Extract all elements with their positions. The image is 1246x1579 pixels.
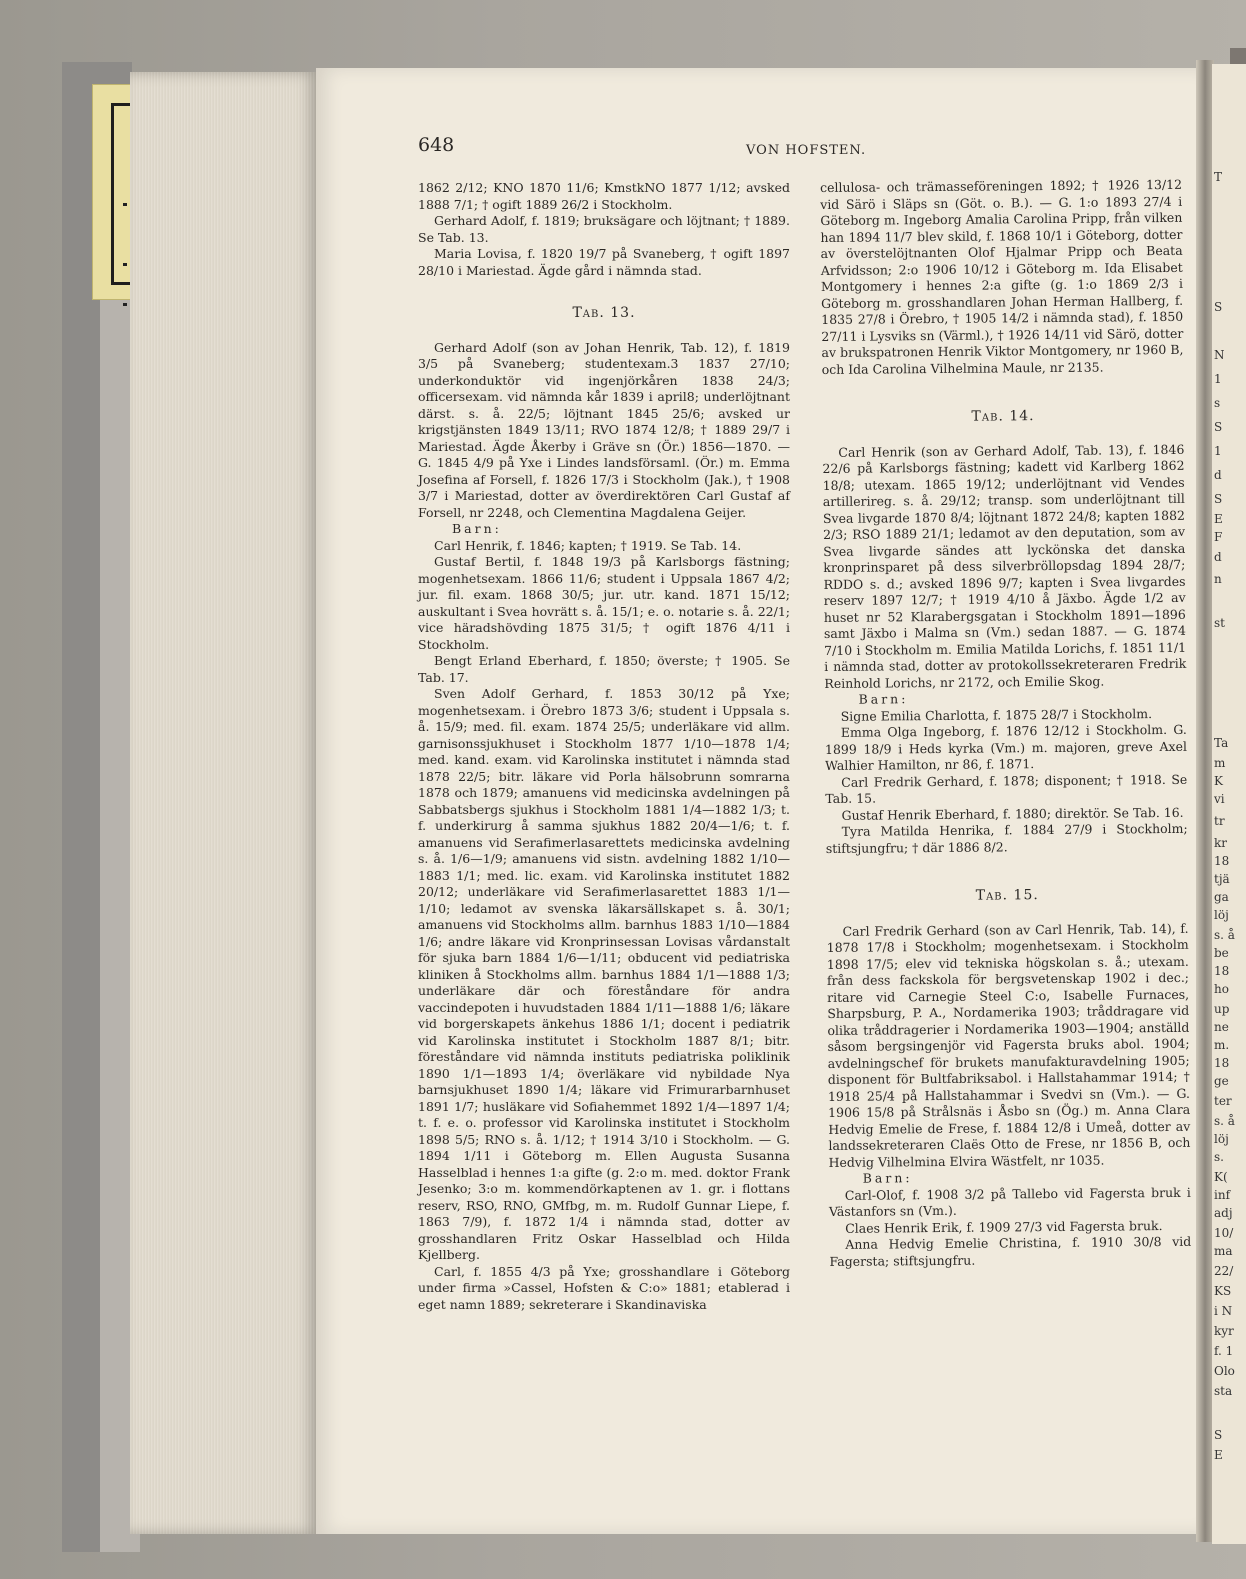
facing-page-fragment: löj [1214,908,1229,922]
facing-page-fragment: st [1214,616,1225,630]
facing-page-fragment: tr [1214,814,1225,828]
facing-page-fragment: s. [1214,1150,1224,1164]
paragraph: Maria Lovisa, f. 1820 19/7 på Svaneberg, † ogift 1897 28/10 i Mariestad. Ägde gård i nämnda stad. [418,246,790,278]
facing-page-fragment: N [1214,348,1225,362]
paragraph: Gerhard Adolf (son av Johan Henrik, Tab. 12), f. 1819 3/5 på Svaneberg; studentexam.3 1837 27/10; underkonduktör vid ingenjörkåren 1838 24/3; officersexam. vid nämnda kår 1839 i april8; underlöjtnant därst. s. å. 22/5; löjtnant 1845 25/6; avsked ur krigstjänsten 1849 13/11; RVO 1874 12/8; † 1889 29/7 i Mariestad. Ägde Åkerby i Gräve sn (Ör.) 1856—1870. — G. 1845 4/9 på Yxe i Lindes landsförsaml. (Ör.) m. Emma Josefina af Forsell, f. 1826 17/3 i Stockholm (Jak.), † 1908 3/7 i Mariestad, dotter av överdirektören Carl Gustaf af Forsell, nr 2248, och Clementina Magdalena Geijer. [418,339,790,520]
facing-page-fragment: adj [1214,1206,1233,1220]
paragraph: Carl-Olof, f. 1908 3/2 på Tallebo vid Fagersta bruk i Västanfors sn (Vm.). [828,1184,1191,1219]
facing-page-fragment: s. å [1214,1114,1235,1128]
facing-page-fragment: d [1214,468,1222,482]
children-heading: Barn: [862,1170,913,1186]
facing-page-fragment: vi [1214,792,1225,806]
facing-page-edge [1212,64,1246,1544]
paragraph: Gustaf Bertil, f. 1848 19/3 på Karlsborgs fästning; mogenhetsexam. 1866 11/6; student i Uppsala 1867 4/2; jur. fil. exam. 1868 30/5; jur. utr. kand. 1871 15/12; auskultant i Svea hovrätt s. å. 15/1; e. o. notarie s. å. 22/1; vice häradshövding 1875 31/5; † ogift 1876 4/11 i Stockholm. [418,554,790,652]
paragraph: Carl Fredrik Gerhard (son av Carl Henrik, Tab. 14), f. 1878 17/8 i Stockholm; mogenhetsexam. i Stockholm 1898 17/5; elev vid tekniska högskolan s. å.; utexam. från dess fackskola för bergsvetenskap 1902 i dec.; ritare vid Carnegie Steel C:o, Isabelle Furnaces, Sharpsburg, P. A., Nordamerika 1903; tråddragare vid olika tråddragerier i Nordamerika 1903—1904; anställd såsom bergsingenjör vid Fagersta bruks abol. 1904; avdelningschef för brukets manufakturavdelning 1905; disponent för Bultfabriksabol. i Hallstahammar 1914; † 1918 25/4 på Hallstahammar i Svedvi sn (Vm.). — G. 1906 15/8 på Strålsnäs i Åsbo sn (Ög.) m. Anna Clara Hedvig Emelie de Frese, f. 1884 12/8 i Umeå, dotter av landssekreteraren Claës Otto de Frese, nr 1856 B, och Hedvig Vilhelmina Elvira Wästfelt, nr 1035. [826,920,1191,1170]
facing-page-fragment: f. 1 [1214,1344,1234,1358]
paragraph: Emma Olga Ingeborg, f. 1876 12/12 i Stockholm. G. 1899 18/9 i Heds kyrka (Vm.) m. majoren, greve Axel Walhier Hamilton, nr 86, f. 1871. [824,721,1188,773]
facing-page-fragment: Olo [1214,1364,1235,1378]
facing-page-fragment: n [1214,572,1222,586]
table-heading: Tab. 14. [971,408,1035,425]
facing-page-fragment: K [1214,774,1223,788]
facing-page-fragment: ho [1214,982,1229,996]
facing-page-fragment: kr [1214,836,1228,850]
paragraph: Anna Hedvig Emelie Christina, f. 1910 30/8 vid Fagersta; stiftsjungfru. [829,1233,1192,1269]
paragraph: Bengt Erland Eberhard, f. 1850; överste; † 1905. Se Tab. 17. [418,653,790,685]
facing-page-fragment: s [1214,396,1221,410]
paragraph: Gerhard Adolf, f. 1819; bruksägare och löjtnant; † 1889. Se Tab. 13. [418,213,790,245]
facing-page-fragment: 1 [1214,444,1222,458]
paragraph: Carl Fredrik Gerhard, f. 1878; disponent; † 1918. Se Tab. 15. [825,771,1188,806]
facing-page-fragment: E [1214,1448,1223,1462]
facing-page-fragment: sta [1214,1384,1233,1398]
label-mark [123,203,127,206]
facing-page-fragment: m. [1214,1038,1230,1052]
facing-page-fragment: K( [1214,1170,1228,1184]
paragraph: Carl Henrik, f. 1846; kapten; † 1919. Se Tab. 14. [434,537,742,553]
facing-page-fragment: ma [1214,1244,1233,1258]
spine-label [92,84,134,300]
facing-page-fragment: 10/ [1214,1226,1234,1240]
facing-page-fragment: 18 [1214,1056,1230,1070]
facing-page-fragment: s. å [1214,928,1235,942]
page-block-edges [130,72,318,1534]
right-text-column [820,177,1191,1270]
children-heading: Barn: [858,691,909,707]
paragraph: cellulosa- och trämasseföreningen 1892; † 1926 13/12 vid Särö i Släps sn (Göt. o. B.). — G. 1:o 1893 27/4 i Göteborg m. Ingeborg Amalia Carolina Pripp, från vilken han 1894 11/7 blev skild, f. 1868 10/1 i Göteborg, dotter av överstelöjtnanten Olof Hjalmar Pripp och Beata Arfvidsson; 2:o 1906 10/12 i Göteborg m. Ida Elisabet Montgomery i hennes 2:a gifte (g. 1:o 1869 2/3 i Göteborg m. grosshandlaren Johan Herman Hallberg, f. 1835 27/8 i Örebro, † 1905 14/2 i nämnda stad), f. 1850 27/11 i Lysviks sn (Värml.), † 1926 14/11 vid Särö, dotter av brukspatronen Henrik Viktor Montgomery, nr 1960 B, och Ida Carolina Vilhelmina Maule, nr 2135. [820,176,1184,377]
facing-page-fragment: E [1214,512,1223,526]
facing-page-fragment: i N [1214,1304,1233,1318]
facing-page-fragment: d [1214,550,1222,564]
facing-page-fragment: ter [1214,1094,1232,1108]
facing-page-fragment: ge [1214,1074,1229,1088]
facing-page-fragment: ne [1214,1020,1229,1034]
facing-page-fragment: ga [1214,890,1229,904]
facing-page-fragment: KS [1214,1284,1232,1298]
children-heading: Barn: [452,521,502,536]
facing-page-fragment: F [1214,530,1223,544]
label-mark [123,263,127,266]
facing-page-fragment: S [1214,1428,1223,1442]
facing-page-fragment: up [1214,1002,1230,1016]
left-text-column [418,180,790,1313]
paragraph: Gustaf Henrik Eberhard, f. 1880; direktör. Se Tab. 16. [841,804,1184,823]
paragraph: Tyra Matilda Henrika, f. 1884 27/9 i Stockholm; stiftsjungfru; † där 1886 8/2. [825,820,1188,856]
facing-page-fragment: kyr [1214,1324,1234,1338]
facing-page-fragment: m [1214,756,1226,770]
paragraph: Signe Emilia Charlotta, f. 1875 28/7 i Stockholm. [840,705,1153,724]
facing-page-fragment: 22/ [1214,1264,1234,1278]
facing-page-fragment: S [1214,420,1223,434]
table-heading: Tab. 15. [975,887,1039,904]
paragraph: Carl, f. 1855 4/3 på Yxe; grosshandlare i Göteborg under firma »Cassel, Hofsten & C:o» 1881; etablerad i eget namn 1889; sekreterare i Skandinaviska [418,1263,790,1312]
paragraph: Carl Henrik (son av Gerhard Adolf, Tab. 13), f. 1846 22/6 på Karlsborgs fästning; kadett vid Karlberg 1862 18/8; utexam. 1865 19/12; underlöjtnant vid Vendes artillerireg. s. å. 29/12; transp. som underlöjtnant till Svea livgarde 1870 8/4; löjtnant 1872 24/8; kapten 1882 2/3; RSO 1889 21/1; ledamot av den deputation, som av Svea livgarde sändes att lyckönska det danska kronprinsparet på dess silverbröllopsdag 1894 28/7; RDDO s. d.; avsked 1896 9/7; kapten i Svea livgardes reserv 1897 12/7; † 1919 4/10 å Jäxbo. Ägde 1/2 av huset nr 52 Klarabergsgatan i Stockholm 1891—1896 samt Jäxbo i Malma sn (Vm.) sedan 1887. — G. 1874 7/10 i Stockholm m. Emilia Matilda Lorichs, f. 1851 11/1 i nämnda stad, dotter av protokollssekreteraren Fredrik Reinhold Lorichs, nr 2172, och Emilie Skog. [822,441,1187,691]
facing-page-fragment: S [1214,492,1223,506]
facing-page-fragment: 1 [1214,372,1222,386]
facing-page-fragment: 18 [1214,964,1230,978]
facing-page-fragment: Ta [1214,736,1229,750]
facing-page-fragment: löj [1214,1132,1229,1146]
facing-page-fragment: be [1214,946,1229,960]
paragraph: Claes Henrik Erik, f. 1909 27/3 vid Fagersta bruk. [845,1217,1163,1236]
paragraph: 1862 2/12; KNO 1870 11/6; KmstkNO 1877 1/12; avsked 1888 7/1; † ogift 1889 26/2 i Stockholm. [418,180,790,212]
paragraph: Sven Adolf Gerhard, f. 1853 30/12 på Yxe; mogenhetsexam. i Örebro 1873 3/6; student i Uppsala s. å. 15/9; med. fil. exam. 1874 25/5; underläkare vid allm. garnisonssjukhuset i Stockholm 1877 1/10—1878 1/4; med. kand. exam. vid Karolinska institutet i nämnda stad 1878 22/5; bitr. läkare vid Porla hälsobrunn somrarna 1878 och 1879; amanuens vid medicinska avdelningen på Sabbatsbergs sjukhus i Stockholm 1881 1/4—1882 1/3; t. f. underkirurg å samma sjukhus 1882 20/4—1/6; t. f. amanuens vid Serafimerlasarettets medicinska avdelning s. å. 1/6—1/9; amanuens vid sistn. avdelning 1882 1/10—1883 1/1; med. lic. exam. vid Karolinska institutet 1882 20/12; underläkare vid Serafimerlasarettet 1883 1/1—1/10; ledamot av svenska läkarsällskapet s. å. 30/1; amanuens vid Stockholms allm. barnhus 1883 1/10—1884 1/6; andre läkare vid Kronprinsessan Lovisas vårdanstalt för sjuka barn 1884 1/6—1/11; obducent vid pediatriska kliniken å Stockholms allm. barnhus 1884 1/1—1888 1/3; underläkare där och föreståndare för andra vaccindepoten i huvudstaden 1884 1/11—1888 1/6; läkare vid borgerskapets änkehus 1886 1/1; docent i pediatrik vid Karolinska institutet i Stockholm 1887 8/1; bitr. föreståndare vid nämnda instituts pediatriska poliklinik 1890 1/1—1893 1/4; överläkare vid nybildade Nya barnsjukhuset 1890 1/4; läkare vid Frimurarbarnhuset 1891 1/7; husläkare vid Sofiahemmet 1892 1/4—1897 1/4; t. f. e. o. professor vid Karolinska institutet i Stockholm 1898 5/5; RNO s. å. 1/12; † 1914 3/10 i Stockholm. — G. 1894 1/11 i Göteborg m. Ellen Augusta Susanna Hasselblad i hennes 1:a gifte (g. 2:o m. med. doktor Frank Jesenko; 3:o m. kommendörkaptenen av 1. gr. i flottans reserv, RSO, RNO, GMfbg, m. m. Rudolf Gunnar Liepe, f. 1863 7/9), f. 1872 1/4 i nämnda stad, dotter av grosshandlaren Fritz Oskar Hasselblad och Hilda Kjellberg. [418,686,790,1262]
running-head: VON HOFSTEN. [746,143,867,158]
facing-page-fragment: tjä [1214,872,1230,886]
page-number: 648 [418,134,455,156]
facing-page-fragment: T [1214,170,1223,184]
label-mark [123,303,127,306]
table-heading: Tab. 13. [572,305,636,321]
facing-page-fragment: inf [1214,1188,1231,1202]
facing-page-fragment: S [1214,300,1223,314]
facing-page-fragment: 18 [1214,854,1230,868]
